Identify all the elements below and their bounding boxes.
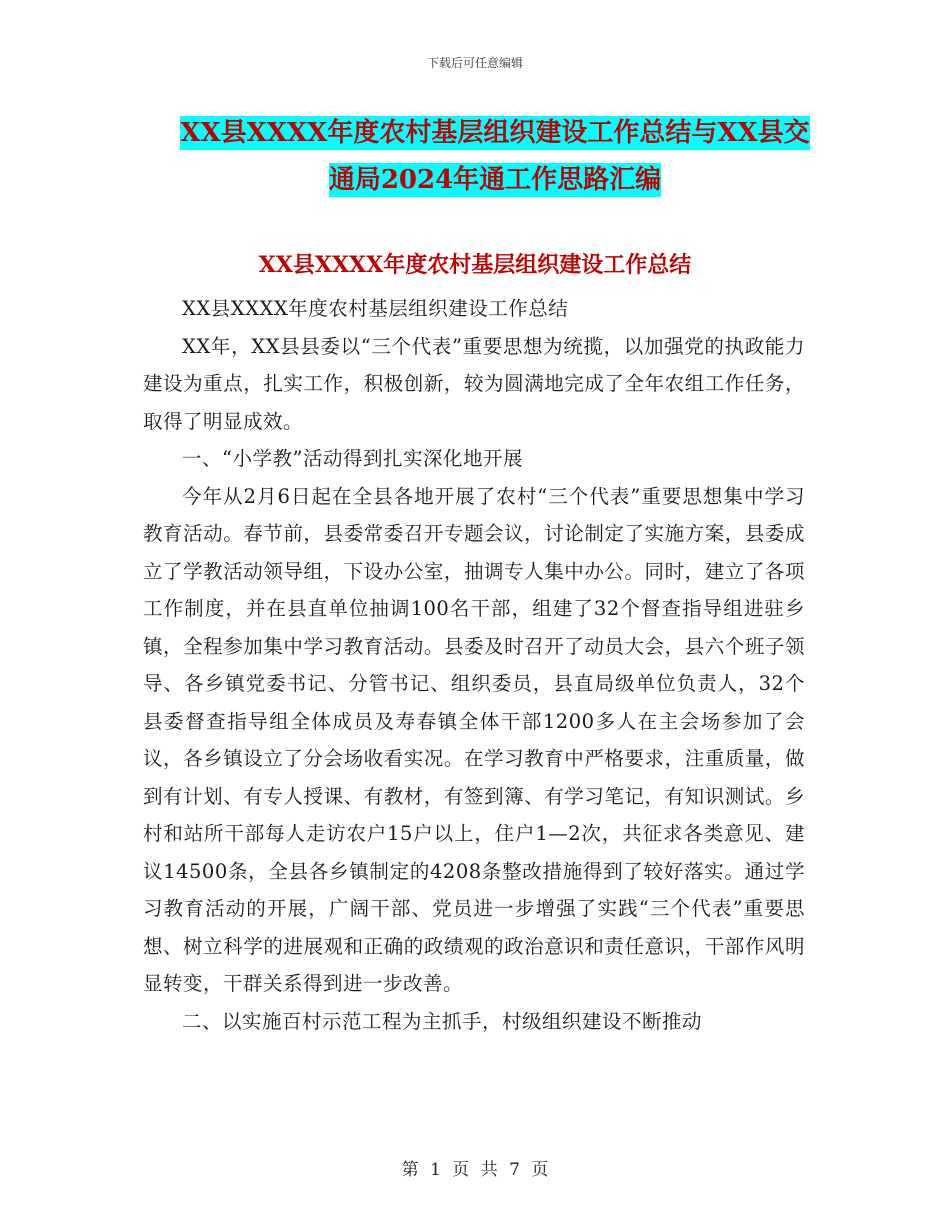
paragraph: XX年，XX县县委以“三个代表”重要思想为统揽，以加强党的执政能力建设为重点，扎实工作，积极创新，较为圆满地完成了全年农组工作任务，取得了明显成效。 bbox=[143, 334, 805, 433]
document-title bbox=[180, 110, 810, 204]
document-title-line2: 通局2024年通工作思路汇编 bbox=[328, 165, 662, 195]
paragraph: 二、以实施百村示范工程为主抓手，村级组织建设不断推动 bbox=[182, 1009, 703, 1033]
paragraph: 今年从2月6日起在全县各地开展了农村“三个代表”重要思想集中学习教育活动。春节前，县委常委召开专题会议，讨论制定了实施方案，县委成立了学教活动领导组，下设办公室，抽调专人集中办公。同时，建立了各项工作制度，并在县直单位抽调100名干部，组建了32个督查指导组进驻乡镇，全程参加集中学习教育活动。县委及时召开了动员大会，县六个班子领导、各乡镇党委书记、分管书记、组织委员，县直局级单位负责人，32个县委督查指导组全体成员及寿春镇全体干部1200多人在主会场参加了会议，各乡镇设立了分会场收看实况。在学习教育中严格要求，注重质量，做到有计划、有专人授课、有教材，有签到簿、有学习笔记，有知识测试。乡村和站所干部每人走访农户15户以上，住户1—2次，共征求各类意见、建议14500条，全县各乡镇制定的4208条整改措施得到了较好落实。通过学习教育活动的开展，广阔干部、党员进一步增强了实践“三个代表”重要思想、树立科学的进展观和正确的政绩观的政治意识和责任意识，干部作风明显转变，干群关系得到进一步改善。 bbox=[143, 484, 805, 995]
header-note: 下载后可任意编辑 bbox=[426, 56, 523, 70]
document-title-line1: XX县XXXX年度农村基层组织建设工作总结与XX县交 bbox=[180, 118, 810, 148]
body-text bbox=[143, 290, 805, 1040]
paragraph: XX县XXXX年度农村基层组织建设工作总结 bbox=[182, 297, 569, 320]
page-footer: 第 1 页 共 7 页 bbox=[401, 1160, 549, 1180]
paragraph: 一、“小学教”活动得到扎实深化地开展 bbox=[182, 447, 523, 470]
section-title: XX县XXXX年度农村基层组织建设工作总结 bbox=[258, 252, 692, 278]
